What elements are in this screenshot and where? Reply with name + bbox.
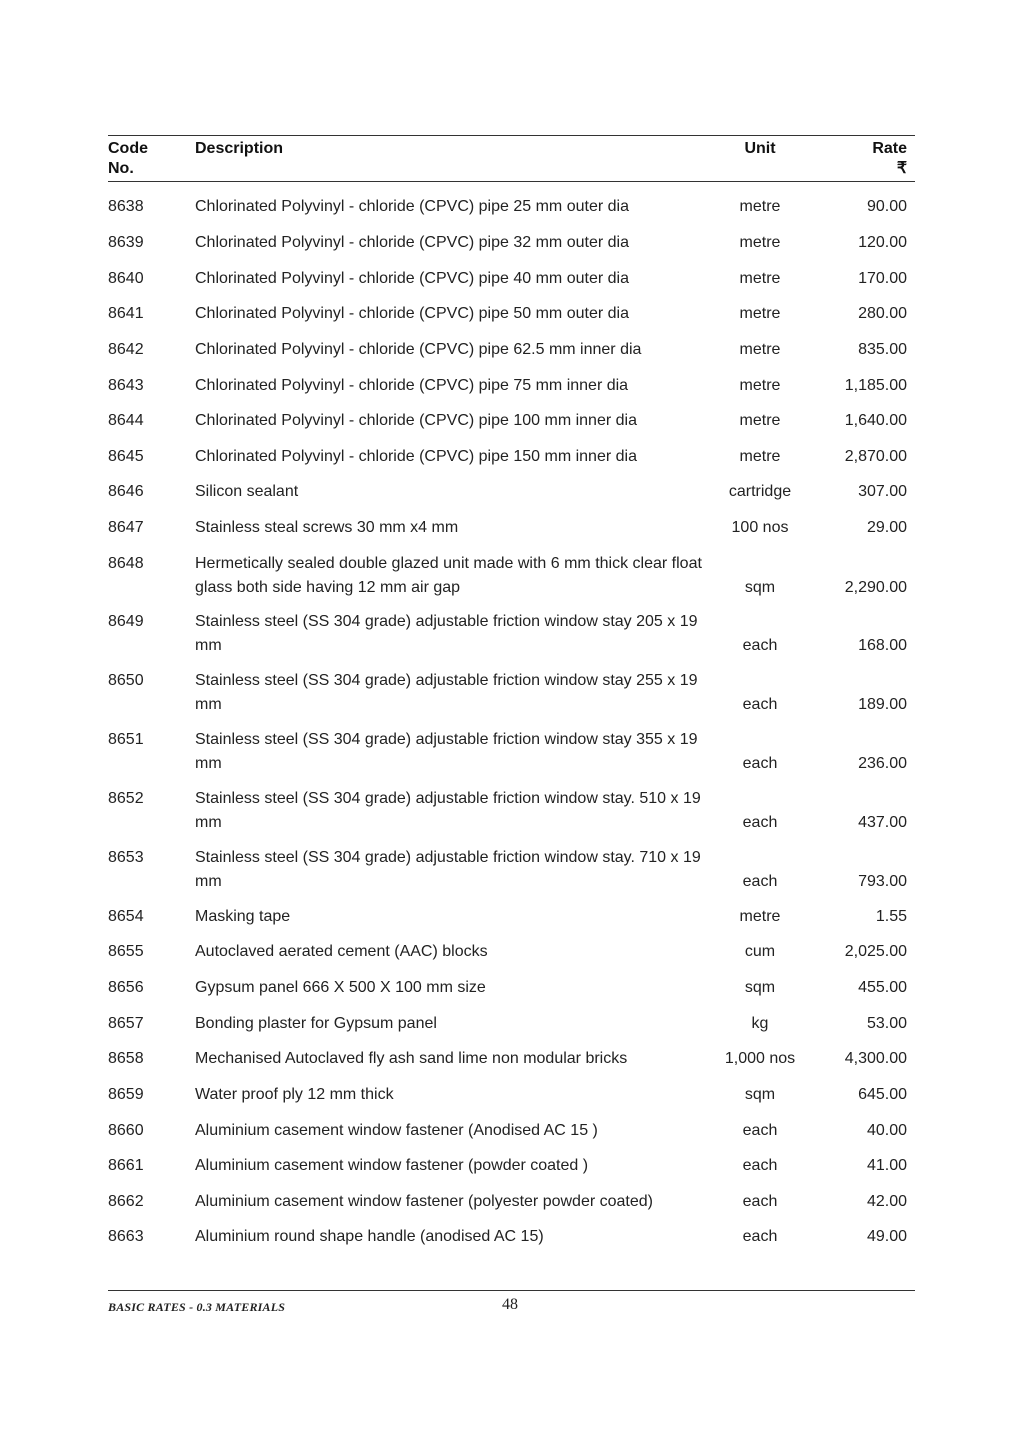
header-rate [810,139,907,179]
row-rate: 437.00 [858,813,907,831]
row-rate: 120.00 [858,234,907,251]
row-code: 8644 [108,412,144,429]
row-rate: 455.00 [858,979,907,996]
row-description: Gypsum panel 666 X 500 X 100 mm size [195,979,486,996]
row-rate: 307.00 [858,483,907,500]
row-unit: 1,000 nos [724,1050,796,1067]
row-rate: 2,870.00 [844,448,907,465]
row-code: 8646 [108,483,144,500]
row-rate: 90.00 [866,198,907,215]
row-code: 8652 [108,790,144,807]
header-code-line1: Code [108,140,148,157]
row-description: Water proof ply 12 mm thick [195,1086,394,1103]
row-unit: cartridge [728,483,792,500]
row-rate: 236.00 [858,754,907,772]
row-unit: metre [739,198,781,215]
row-unit: metre [739,270,781,287]
row-unit: each [742,754,778,772]
row-unit: each [742,813,778,831]
row-description: Stainless steel (SS 304 grade) adjustable friction window stay 255 x 19 mm [195,672,698,713]
row-description: Chlorinated Polyvinyl - chloride (CPVC) pipe 50 mm outer dia [195,305,629,322]
row-unit: metre [739,908,781,925]
row-code: 8647 [108,519,144,536]
row-rate: 1.55 [875,908,907,925]
header-code [108,139,148,179]
row-description: Chlorinated Polyvinyl - chloride (CPVC) pipe 25 mm outer dia [195,198,629,215]
row-unit: metre [739,412,781,429]
row-code: 8639 [108,234,144,251]
row-description: Stainless steel (SS 304 grade) adjustable friction window stay. 510 x 19 mm [195,790,701,831]
row-rate: 49.00 [866,1228,907,1245]
row-code: 8661 [108,1157,144,1174]
row-description: Bonding plaster for Gypsum panel [195,1015,437,1032]
row-code: 8653 [108,849,144,866]
row-unit: sqm [744,979,776,996]
row-description: Autoclaved aerated cement (AAC) blocks [195,943,488,960]
row-unit: metre [739,341,781,358]
row-rate: 4,300.00 [844,1050,907,1067]
row-rate: 2,025.00 [844,943,907,960]
row-unit: each [742,872,778,890]
row-rate: 41.00 [866,1157,907,1174]
row-code: 8663 [108,1228,144,1245]
row-unit: sqm [744,578,776,596]
header-bottom-rule [108,181,915,182]
row-unit: each [742,695,778,713]
header-rate-currency: ₹ [896,160,907,177]
row-description: Silicon sealant [195,483,299,500]
row-code: 8638 [108,198,144,215]
row-rate: 189.00 [858,695,907,713]
row-description: Mechanised Autoclaved fly ash sand lime non modular bricks [195,1050,628,1067]
row-code: 8656 [108,979,144,996]
row-description: Stainless steel (SS 304 grade) adjustable friction window stay 205 x 19 mm [195,613,698,654]
footer-rule [108,1290,915,1291]
row-code: 8654 [108,908,144,925]
row-code: 8657 [108,1015,144,1032]
row-description: Aluminium casement window fastener (powder coated ) [195,1157,589,1174]
row-description: Chlorinated Polyvinyl - chloride (CPVC) pipe 40 mm outer dia [195,270,629,287]
row-unit: cum [744,943,776,960]
row-description: Stainless steel (SS 304 grade) adjustable friction window stay 355 x 19 mm [195,731,698,772]
row-unit: metre [739,377,781,394]
footer-title: BASIC RATES - 0.3 MATERIALS [108,1300,286,1314]
row-code: 8641 [108,305,144,322]
row-rate: 42.00 [866,1193,907,1210]
row-description: Aluminium casement window fastener (Anodised AC 15 ) [195,1122,598,1139]
header-description: Description [195,140,284,157]
row-code: 8640 [108,270,144,287]
header-rate-line1: Rate [872,140,907,157]
page-number: 48 [502,1296,518,1313]
row-description: Chlorinated Polyvinyl - chloride (CPVC) pipe 150 mm inner dia [195,448,637,465]
row-code: 8662 [108,1193,144,1210]
table-top-rule [108,135,915,136]
row-description: Chlorinated Polyvinyl - chloride (CPVC) pipe 100 mm inner dia [195,412,637,429]
row-code: 8645 [108,448,144,465]
row-unit: each [742,1228,778,1245]
row-description: Chlorinated Polyvinyl - chloride (CPVC) pipe 62.5 mm inner dia [195,341,642,358]
row-code: 8660 [108,1122,144,1139]
row-description: Chlorinated Polyvinyl - chloride (CPVC) pipe 32 mm outer dia [195,234,629,251]
row-rate: 2,290.00 [844,578,907,596]
row-code: 8649 [108,613,144,630]
row-rate: 1,640.00 [844,412,907,429]
row-rate: 40.00 [866,1122,907,1139]
row-unit: each [742,1122,778,1139]
row-rate: 645.00 [858,1086,907,1103]
row-rate: 835.00 [858,341,907,358]
row-rate: 280.00 [858,305,907,322]
row-rate: 168.00 [858,636,907,654]
row-code: 8658 [108,1050,144,1067]
header-code-line2: No. [108,160,134,177]
row-unit: each [742,1157,778,1174]
row-code: 8659 [108,1086,144,1103]
row-rate: 1,185.00 [844,377,907,394]
row-unit: metre [739,305,781,322]
row-unit: metre [739,448,781,465]
header-unit: Unit [744,140,776,157]
row-unit: metre [739,234,781,251]
row-unit: each [742,1193,778,1210]
row-description: Stainless steel (SS 304 grade) adjustable friction window stay. 710 x 19 mm [195,849,701,890]
row-description: Stainless steal screws 30 mm x4 mm [195,519,459,536]
row-unit: sqm [744,1086,776,1103]
row-description: Masking tape [195,908,291,925]
row-rate: 170.00 [858,270,907,287]
row-description: Hermetically sealed double glazed unit made with 6 mm thick clear float glass both side having 12 mm air gap [195,555,702,596]
row-description: Chlorinated Polyvinyl - chloride (CPVC) pipe 75 mm inner dia [195,377,629,394]
row-unit: kg [751,1015,769,1032]
row-code: 8643 [108,377,144,394]
row-code: 8648 [108,555,144,572]
row-code: 8650 [108,672,144,689]
row-rate: 793.00 [858,872,907,890]
row-description: Aluminium round shape handle (anodised AC 15) [195,1228,544,1245]
row-rate: 53.00 [866,1015,907,1032]
row-unit: 100 nos [731,519,789,536]
row-code: 8642 [108,341,144,358]
row-code: 8655 [108,943,144,960]
row-rate: 29.00 [866,519,907,536]
row-code: 8651 [108,731,144,748]
row-description: Aluminium casement window fastener (polyester powder coated) [195,1193,653,1210]
row-unit: each [742,636,778,654]
